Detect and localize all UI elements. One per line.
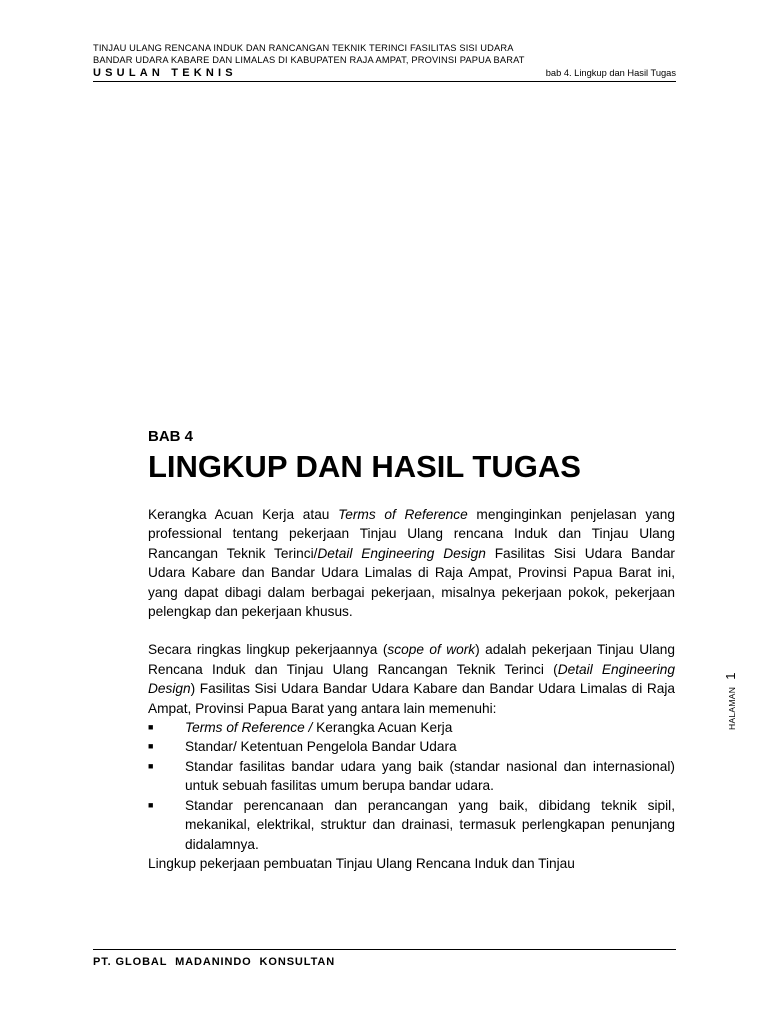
list-item-text: Standar fasilitas bandar udara yang baik (standar nasional dan internasional) untuk sebuah fasilitas umum berupa bandar udara. (185, 758, 675, 794)
paragraph-3: Lingkup pekerjaan pembuatan Tinjau Ulang Rencana Induk dan Tinjau (148, 855, 575, 871)
square-bullet-icon: ■ (148, 760, 154, 771)
list-item-italic: Terms of Reference / (185, 720, 313, 736)
paragraph-1-text-c: Fasilitas Sisi Udara Bandar Udara Kabare dan Bandar Udara Limalas di Raja Ampat, Provinsi Papua Barat ini, yang dapat dibagi dalam berbagai pekerjaan, misalnya pekerjaan pokok, pekerjaan pelengkap dan pekerjaan khusus. (148, 545, 675, 620)
list-item-text: Standar perencanaan dan perancangan yang baik, dibidang teknik sipil, mekanikal, elektrikal, struktur dan drainasi, termasuk perlengkapan penunjang didalamnya. (185, 797, 675, 852)
page-number: 1 (723, 672, 738, 680)
header-bottom-row (93, 66, 676, 82)
paragraph-2-italic-b: Detail Engineering Design (148, 661, 675, 697)
header-project-line-1: TINJAU ULANG RENCANA INDUK DAN RANCANGAN TEKNIK TERINCI FASILITAS SISI UDARA (93, 43, 514, 53)
paragraph-1-text-a: Kerangka Acuan Kerja atau (148, 507, 339, 522)
header-chapter-ref: bab 4. Lingkup dan Hasil Tugas (545, 68, 676, 78)
list-item-text: Kerangka Acuan Kerja (312, 720, 453, 736)
paragraph-2-text-a: Secara ringkas lingkup pekerjaannya ( (148, 642, 388, 658)
paragraph-2-italic-a: scope of work (387, 642, 476, 658)
footer-company-name: PT. GLOBAL MADANINDO KONSULTAN (93, 956, 336, 968)
square-bullet-icon: ■ (148, 722, 154, 733)
square-bullet-icon: ■ (148, 799, 154, 810)
header-section-label: USULAN TEKNIS (93, 67, 237, 79)
list-item (148, 718, 675, 737)
paragraph-2 (148, 640, 675, 718)
header-project-line-2: BANDAR UDARA KABARE DAN LIMALAS DI KABUPATEN RAJA AMPAT, PROVINSI PAPUA BARAT (93, 55, 525, 65)
paragraph-1 (148, 505, 675, 621)
list-item-text: Standar/ Ketentuan Pengelola Bandar Udara (185, 739, 457, 755)
paragraph-1-italic-b: Detail Engineering Design (317, 545, 486, 561)
list-item (148, 757, 675, 796)
list-item (148, 796, 675, 854)
square-bullet-icon: ■ (148, 741, 154, 752)
chapter-label: BAB 4 (148, 428, 194, 445)
page-content (148, 427, 675, 873)
paragraph-1-italic-a: Terms of Reference (338, 507, 468, 522)
page-footer (93, 949, 676, 970)
paragraph-2-text-c: ) Fasilitas Sisi Udara Bandar Udara Kabare dan Bandar Udara Limalas di Raja Ampat, Provinsi Papua Barat yang antara lain memenuhi: (148, 681, 675, 716)
chapter-title: LINGKUP DAN HASIL TUGAS (148, 449, 581, 484)
paragraph-1-text-b: menginginkan penjelasan yang professional tentang pekerjaan Tinjau Ulang rencana Induk dan Tinjau Ulang Rancangan Teknik Terinci/ (148, 507, 676, 561)
paragraph-2-text-b: ) adalah pekerjaan Tinjau Ulang Rencana Induk dan Tinjau Ulang Rancangan Teknik Terinci ( (148, 642, 675, 677)
page-header (93, 42, 676, 82)
list-item (148, 737, 675, 756)
page-number-label (723, 673, 738, 730)
page-label-word: HALAMAN (727, 686, 737, 730)
requirements-list (148, 718, 675, 854)
